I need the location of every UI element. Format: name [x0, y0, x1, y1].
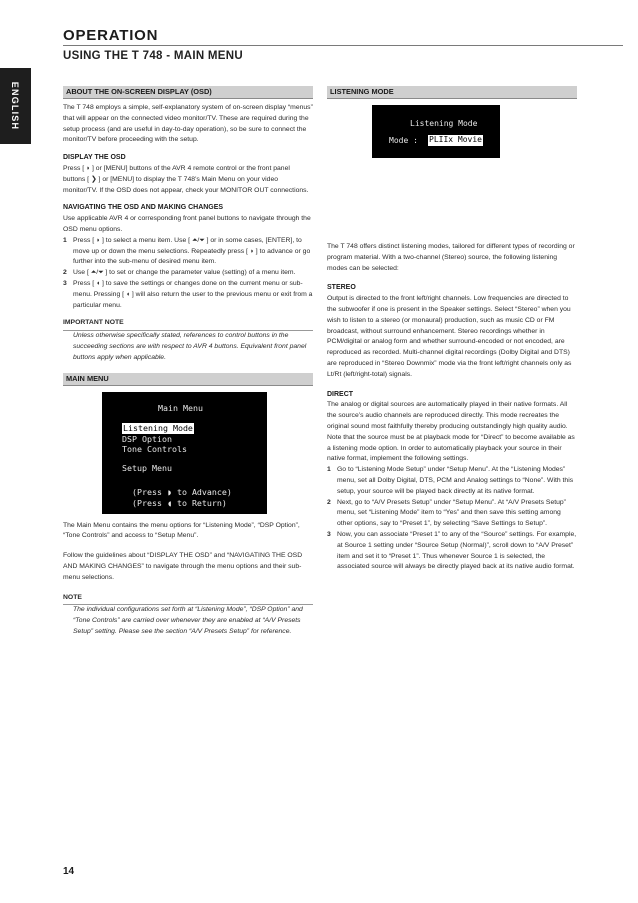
page-heading: OPERATION — [63, 27, 159, 44]
note-heading: NOTE — [63, 593, 313, 606]
direct-text: The analog or digital sources are automatically played in their native formats. All the source’s audio channels are reproduced directly. This mode recreates the original sound most faithfully thereby producing outstandingly high quality audio. Note that the source must be at playback mode for “Direct” to become available as a listening mode option. In order to automatically playback your source in their native format, implement the following settings. — [327, 401, 575, 463]
section-heading-listening-mode: LISTENING MODE — [327, 86, 577, 98]
osd-hint: (Press ◗ to Advance) — [132, 486, 232, 497]
osd-menu-item: Listening Mode — [123, 422, 193, 433]
section-rule — [327, 98, 577, 99]
stereo-heading: STEREO — [327, 284, 356, 292]
osd-menu-item: Setup Menu — [122, 462, 172, 473]
osd-menu-item: DSP Option — [122, 433, 172, 444]
header-rule — [63, 45, 623, 46]
navigating-steps — [63, 236, 313, 312]
stereo-text: Output is directed to the front left/right channels. Low frequencies are directed to the subwoofer if one is present in the Speaker settings. Select “Stereo” when you wish to listen to a stereo (or monaural) production, such as music CD or FM broadcast, without surround enhancement. Stereo recordings whether in PCM/digital or analog form and whether surround-encoded or not encoded, are reproduced as recorded. Multi-channel digital recordings (Dolby Digital and DTS) are reproduced in “Stereo Downmix” mode via the front left/right channels only as Lt/Rt (left/right-total) signals. — [327, 295, 572, 378]
page-number: 14 — [63, 866, 75, 877]
list-item: 2 Use [ ⏶/⏷ ] to set or change the parameter value (setting) of a menu item. — [63, 269, 296, 277]
list-item: 1 Go to “Listening Mode Setup” under “Setup Menu”. At the “Listening Modes” menu, set all Dolby Digital, DTS, PCM and Analog settings to “None”. With this setup, your source will be played back directly at its native format. — [327, 466, 574, 495]
listening-mode-screen — [372, 105, 500, 158]
osd-menu-item: Tone Controls — [122, 443, 187, 454]
osd-mode-value: PLIIx Movie — [429, 135, 482, 144]
list-item: 3 Press [ ◖ ] to save the settings or changes done on the current menu or sub-menu. Pressing [ ◖ ] will also return the user to the previous menu or exit from a particular menu. — [63, 279, 313, 309]
osd-title: Main Menu — [158, 402, 203, 413]
important-note-heading: IMPORTANT NOTE — [63, 318, 313, 331]
display-osd-heading: DISPLAY THE OSD — [63, 154, 126, 162]
display-osd-text: Press [ ◗ ] or [MENU] buttons of the AVR 4 remote control or the front panel buttons [ ❯ ] or [MENU] to display the T 748’s Main Menu on your video monitor/TV. If the OSD does not appear, check your MONITOR OUT connections. — [63, 164, 309, 194]
list-item: 2 Next, go to “A/V Presets Setup” under “Setup Menu”. At “A/V Presets Setup” menu, set “Listening Mode” item to “Yes” and then save this setting among other options, say to “Preset 1”, by selecting “Save Settings to Setup”. — [327, 498, 566, 528]
section-heading-main-menu: MAIN MENU — [63, 373, 313, 385]
language-tab — [0, 68, 31, 144]
left-column — [63, 86, 313, 638]
page-subheading: USING THE T 748 - MAIN MENU — [63, 50, 243, 62]
osd-mode-label: Mode : — [389, 136, 418, 145]
note-text: The individual configurations set forth at “Listening Mode”, “DSP Option” and “Tone Controls” are carried over whenever they are enabled at “A/V Presets Setup” setting. Please see the section “A/V Presets Setup” for reference. — [73, 606, 303, 635]
language-tab-label: ENGLISH — [10, 81, 20, 131]
navigating-intro: Use applicable AVR 4 or corresponding front panel buttons to navigate through the OSD menu options. — [63, 215, 311, 233]
listening-intro: The T 748 offers distinct listening modes, tailored for different types of recording or program material. With a two-channel (Stereo) source, the following listening modes can be selected: — [327, 243, 575, 272]
list-item: 1 Press [ ◗ ] to select a menu item. Use [ ⏶/⏷ ] or in some cases, [ENTER], to move up or down the menu selections. Repeatedly press [ ◗ ] to advance or go further into the sub-menu of desired menu item. — [63, 236, 311, 266]
direct-steps — [327, 465, 577, 573]
direct-heading: DIRECT — [327, 390, 354, 398]
navigating-heading: NAVIGATING THE OSD AND MAKING CHANGES — [63, 204, 224, 212]
osd-title: Listening Mode — [410, 119, 478, 128]
main-menu-guidelines: Follow the guidelines about “DISPLAY THE OSD” and “NAVIGATING THE OSD AND MAKING CHANGES” to navigate through the menu options and their sub-menu selections. — [63, 552, 303, 581]
main-menu-text: The Main Menu contains the menu options for “Listening Mode”, “DSP Option”, “Tone Controls” and access to “Setup Menu”. — [63, 521, 300, 540]
right-column — [327, 86, 577, 573]
osd-hint: (Press ◖ to Return) — [132, 497, 227, 508]
section-rule — [63, 385, 313, 386]
important-note-text: Unless otherwise specifically stated, references to control buttons in the succeeding sections are with respect to AVR 4 buttons. Equivalent front panel buttons apply when applicable. — [73, 332, 307, 361]
main-menu-screen — [102, 392, 267, 514]
list-item: 3 Now, you can associate “Preset 1” to any of the “Source” settings. For example, at Source 1 setting under “Source Setup (Normal)”, scroll down to “A/V Preset” item and set it to “Preset 1”. Thus whenever Source 1 is selected, the associated source will always be directly played back at its native audio format. — [327, 530, 577, 571]
section-heading-osd: ABOUT THE ON-SCREEN DISPLAY (OSD) — [63, 86, 313, 98]
osd-intro-text: The T 748 employs a simple, self-explanatory system of on-screen display “menus” that will appear on the connected video monitor/TV. These are required during the setup process (and are useful in day-to-day operation), so be sure to connect the monitor/TV before proceeding with the setup. — [63, 104, 313, 144]
